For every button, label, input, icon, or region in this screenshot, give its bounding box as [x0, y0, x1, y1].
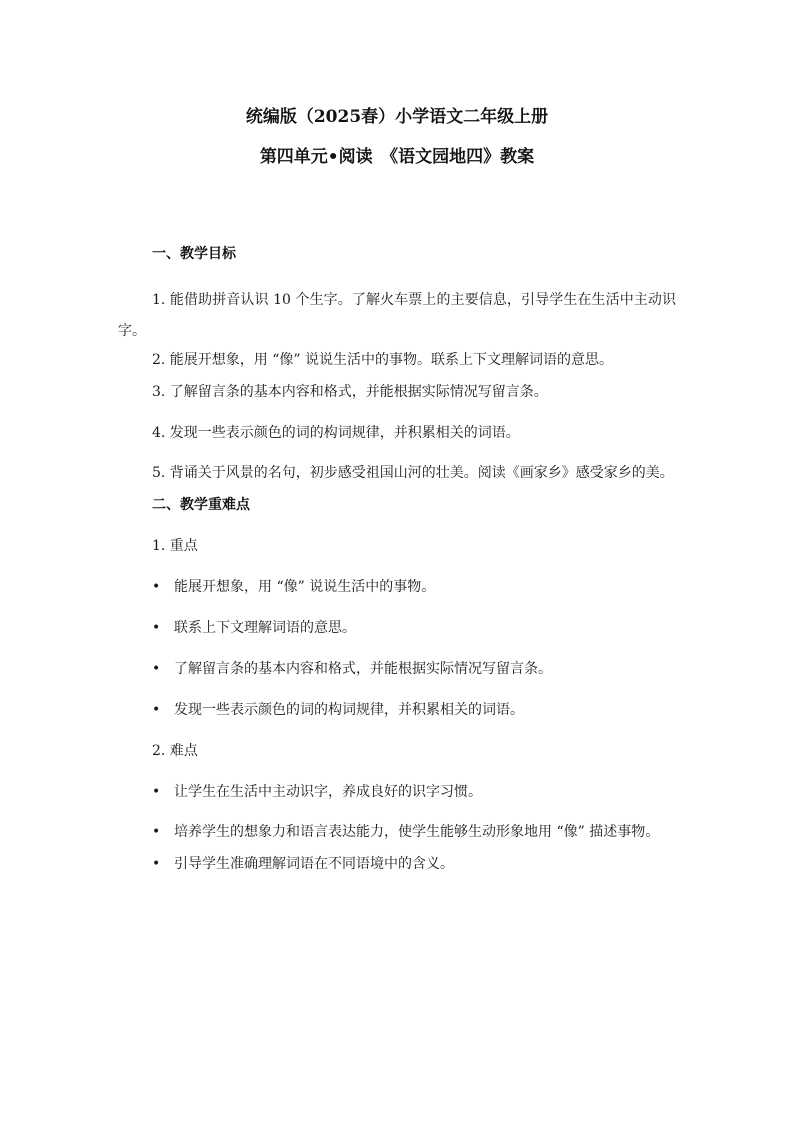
bullet-icon: •: [152, 702, 161, 718]
goal-item-2: 2. 能展开想象，用 “像” 说说生活中的事物。联系上下文理解词语的意思。: [152, 352, 614, 368]
document-subtitle: 第四单元•阅读 《语文园地四》教案: [259, 147, 535, 167]
section-heading-key-difficult-points: 二、教学重难点: [152, 497, 250, 513]
difficult-point-item: [118, 817, 676, 848]
key-point-item: [118, 618, 676, 638]
key-point-text: 发现一些表示颜色的词的构词规律，并积累相关的词语。: [174, 702, 524, 718]
bullet-icon: •: [152, 620, 161, 636]
goal-item-5: 5. 背诵关于风景的名句，初步感受祖国山河的壮美。阅读《画家乡》感受家乡的美。: [152, 465, 674, 481]
bullet-icon: •: [152, 579, 161, 595]
key-point-item: [118, 659, 676, 679]
bullet-icon: •: [152, 824, 161, 840]
difficult-point-text: 引导学生准确理解词语在不同语境中的含义。: [174, 856, 454, 872]
key-point-text: 能展开想象，用 “像” 说说生活中的事物。: [174, 579, 436, 595]
key-point-text: 联系上下文理解词语的意思。: [174, 620, 356, 636]
difficult-points-label: 2. 难点: [152, 743, 198, 759]
goal-item-4: 4. 发现一些表示颜色的词的构词规律，并积累相关的词语。: [152, 425, 520, 441]
key-point-item: [118, 577, 676, 597]
section-heading-teaching-goals: 一、教学目标: [152, 246, 236, 262]
bullet-icon: •: [152, 661, 161, 677]
key-point-item: [118, 700, 676, 720]
goal-item-3: 3. 了解留言条的基本内容和格式，并能根据实际情况写留言条。: [152, 384, 548, 400]
bullet-icon: •: [152, 784, 161, 800]
document-body: [118, 244, 676, 895]
difficult-point-item: [118, 854, 676, 874]
difficult-point-item: [118, 782, 676, 802]
difficult-point-text: 让学生在生活中主动识字，养成良好的识字习惯。: [174, 784, 482, 800]
key-points-label: 1. 重点: [152, 538, 198, 554]
key-point-text: 了解留言条的基本内容和格式，并能根据实际情况写留言条。: [174, 661, 552, 677]
difficult-point-text: 培养学生的想象力和语言表达能力，使学生能够生动形象地用 “像” 描述事物。: [174, 824, 660, 840]
bullet-icon: •: [152, 856, 161, 872]
document-title: 统编版（2025春）小学语文二年级上册: [245, 107, 549, 127]
goal-item-1: 1. 能借助拼音认识 10 个生字。了解火车票上的主要信息，引导学生在生活中主动识字。: [118, 292, 676, 339]
